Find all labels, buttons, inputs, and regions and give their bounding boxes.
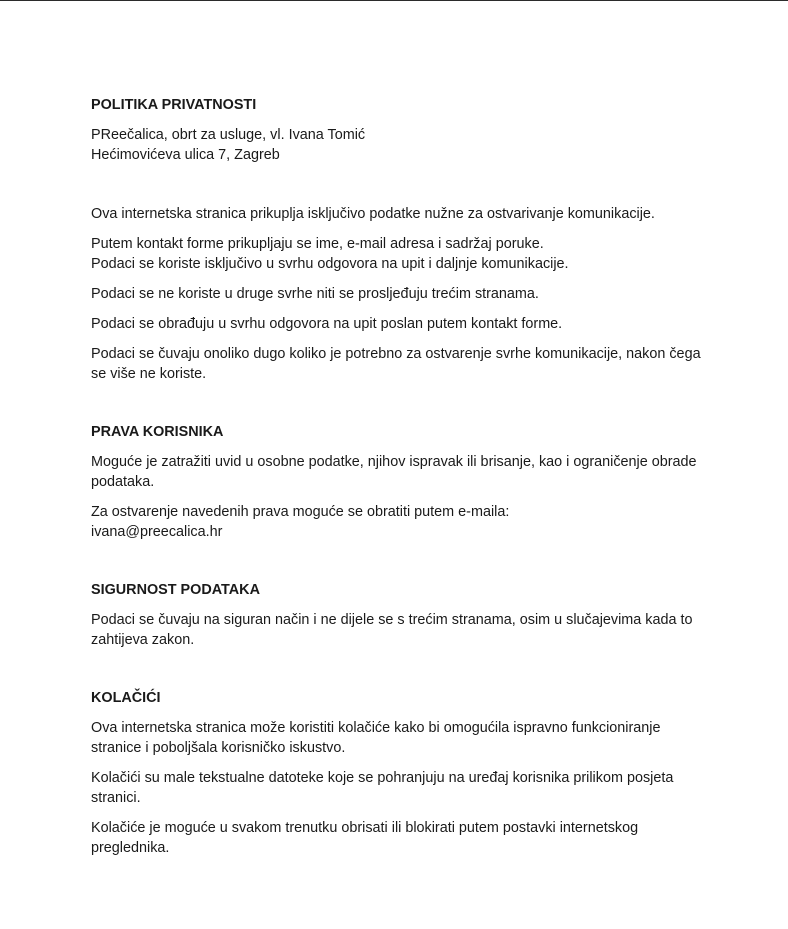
privacy-paragraph-5-line-1: Podaci se čuvaju onoliko dugo koliko je potrebno za ostvarenje svrhe komunikacije, nakon čega bbox=[91, 346, 701, 362]
top-border-line bbox=[0, 0, 788, 1]
privacy-paragraph-2-line-1: Putem kontakt forme prikupljaju se ime, e-mail adresa i sadržaj poruke. bbox=[91, 236, 544, 252]
cookies-paragraph-1-line-1: Ova internetska stranica može koristiti kolačiće kako bi omogućila ispravno funkcioniranje bbox=[91, 720, 661, 736]
privacy-paragraph-3: Podaci se ne koriste u druge svrhe niti se prosljeđuju trećim stranama. bbox=[91, 286, 539, 302]
company-info bbox=[91, 125, 711, 165]
cookies-paragraph-3 bbox=[91, 818, 711, 858]
rights-paragraph-2 bbox=[91, 502, 711, 542]
rights-paragraph-1 bbox=[91, 452, 711, 492]
user-rights-title: PRAVA KORISNIKA bbox=[91, 424, 224, 440]
company-address-line: Hećimovićeva ulica 7, Zagreb bbox=[91, 147, 280, 163]
cookies-paragraph-1-line-2: stranice i poboljšala korisničko iskustvo. bbox=[91, 740, 346, 756]
cookies-paragraph-1 bbox=[91, 718, 711, 758]
privacy-paragraph-4: Podaci se obrađuju u svrhu odgovora na upit poslan putem kontakt forme. bbox=[91, 316, 563, 332]
security-paragraph-1-line-1: Podaci se čuvaju na siguran način i ne dijele se s trećim stranama, osim u slučajevima kada to bbox=[91, 612, 693, 628]
cookies-paragraph-3-line-1: Kolačiće je moguće u svakom trenutku obrisati ili blokirati putem postavki internetskog bbox=[91, 820, 639, 836]
security-paragraph-1 bbox=[91, 610, 711, 650]
cookies-paragraph-3-line-2: preglednika. bbox=[91, 840, 170, 856]
security-paragraph-1-line-2: zahtijeva zakon. bbox=[91, 632, 195, 648]
privacy-paragraph-2 bbox=[91, 234, 711, 274]
cookies-paragraph-2-line-2: stranici. bbox=[91, 790, 141, 806]
company-name-line: PReečalica, obrt za usluge, vl. Ivana Tomić bbox=[91, 127, 366, 143]
rights-paragraph-1-line-1: Moguće je zatražiti uvid u osobne podatke, njihov ispravak ili brisanje, kao i ograničenje obrade bbox=[91, 454, 697, 470]
privacy-policy-document bbox=[91, 95, 711, 868]
privacy-paragraph-5 bbox=[91, 344, 711, 384]
contact-email: ivana@preecalica.hr bbox=[91, 524, 223, 540]
privacy-paragraph-5-line-2: se više ne koriste. bbox=[91, 366, 207, 382]
privacy-paragraph-1: Ova internetska stranica prikuplja isključivo podatke nužne za ostvarivanje komunikacije. bbox=[91, 206, 655, 222]
data-security-title: SIGURNOST PODATAKA bbox=[91, 582, 260, 598]
cookies-title: KOLAČIĆI bbox=[91, 690, 161, 706]
privacy-policy-title: POLITIKA PRIVATNOSTI bbox=[91, 97, 257, 113]
privacy-paragraph-2-line-2: Podaci se koriste isključivo u svrhu odgovora na upit i daljnje komunikacije. bbox=[91, 256, 569, 272]
cookies-paragraph-2 bbox=[91, 768, 711, 808]
cookies-paragraph-2-line-1: Kolačići su male tekstualne datoteke koje se pohranjuju na uređaj korisnika prilikom posjeta bbox=[91, 770, 674, 786]
rights-paragraph-2-line-1: Za ostvarenje navedenih prava moguće se obratiti putem e-maila: bbox=[91, 504, 510, 520]
rights-paragraph-1-line-2: podataka. bbox=[91, 474, 155, 490]
